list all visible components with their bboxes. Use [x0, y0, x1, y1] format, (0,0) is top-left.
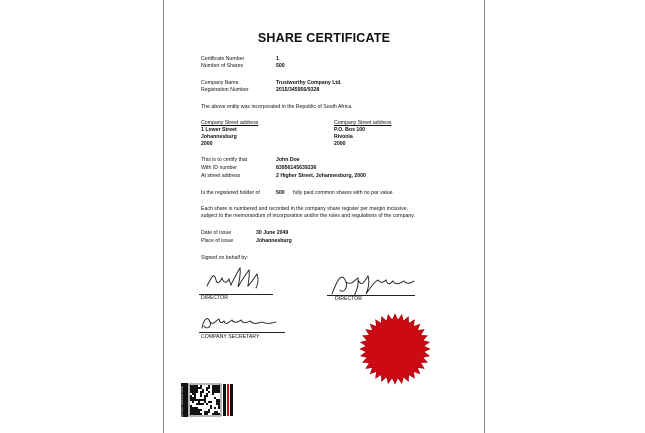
director-label-2: DIRECTOR — [335, 296, 362, 302]
company-seal — [358, 312, 432, 386]
left-address-line: Johannesburg — [201, 134, 237, 140]
certificate-page — [163, 0, 485, 433]
certificate-number-label: Certificate Number — [201, 56, 245, 62]
statement-line: Each share is numbered and recorded in the company share register per margin inclusive, — [201, 206, 409, 212]
id-number-label: With ID number — [201, 165, 238, 171]
registered-holder-label: Is the registered holder of — [201, 190, 260, 196]
registered-shares-value: 500 — [276, 190, 285, 196]
registration-number-label: Registration Number — [201, 87, 249, 93]
certify-label: This is to certify that — [201, 157, 248, 163]
left-address-line: 2000 — [201, 141, 213, 147]
signed-on-behalf-label: Signed on behalf by: — [201, 255, 249, 261]
registered-holder-suffix: fully paid common shares with no par value. — [293, 190, 394, 196]
right-address-line: 2000 — [334, 141, 346, 147]
number-of-shares-value: 500 — [276, 63, 285, 69]
secretary-signature — [198, 312, 284, 334]
right-address-line: P.O. Box 100 — [334, 127, 366, 133]
number-of-shares-label: Number of Shares — [201, 63, 244, 69]
street-address-value: 2 Higher Street, Johannesburg, 2000 — [276, 173, 366, 179]
date-of-issue-value: 30 June 2049 — [256, 230, 289, 236]
place-of-issue-label: Place of issue — [201, 238, 234, 244]
incorporation-statement: The above entity was incorporated in the Republic of South Africa. — [201, 104, 353, 110]
holder-name: John Doe — [276, 157, 300, 163]
statement-line: subject to the memorandum of incorporation and/or the rules and regulations of the company. — [201, 213, 415, 219]
director-label-1: DIRECTOR — [201, 295, 228, 301]
certificate-number-value: 1 — [276, 56, 279, 62]
company-name-label: Company Name — [201, 80, 239, 86]
verified-badge-text: VERIFIED SIGNATURE — [180, 386, 184, 422]
left-address-heading: Company Street address — [201, 120, 259, 126]
left-address-line: 1 Lower Street — [201, 127, 237, 133]
document-title: SHARE CERTIFICATE — [257, 31, 391, 45]
right-address-line: Rivonia — [334, 134, 353, 140]
director-signature-1 — [204, 258, 274, 294]
place-of-issue-value: Johannesburg — [256, 238, 292, 244]
qr-code-icon — [181, 383, 239, 417]
verified-signature-badge[interactable] — [180, 383, 239, 422]
registration-number-value: 2015/345956/9328 — [276, 87, 320, 93]
right-address-heading: Company Street address — [334, 120, 392, 126]
company-secretary-label: COMPANY SECRETARY — [201, 334, 260, 340]
street-address-label: At street address — [201, 173, 241, 179]
date-of-issue-label: Date of issue — [201, 230, 232, 236]
secretary-signature-line — [199, 332, 285, 333]
company-name-value: Trustworthy Company Ltd. — [276, 80, 342, 86]
id-number-value: 83956145639236 — [276, 165, 317, 171]
